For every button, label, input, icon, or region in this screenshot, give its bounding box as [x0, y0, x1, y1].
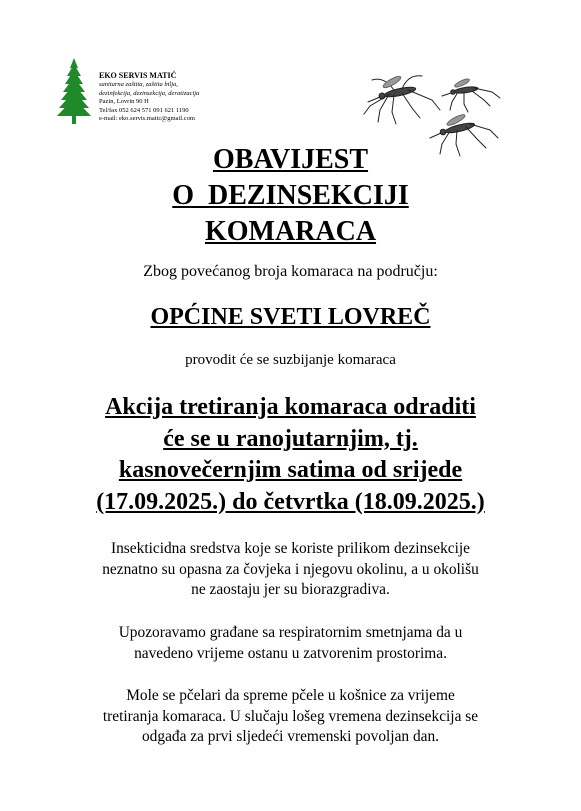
services-line-1: sanitarna zaštita, zaštita bilja, [99, 81, 178, 88]
pine-tree-icon [57, 58, 91, 126]
paragraph-line: neznatno su opasna za čovjeka i njegovu okolinu, a u okolišu [102, 560, 479, 578]
action-line-2: će se u ranojutarnjim, tj. [163, 425, 418, 452]
intro-text: Zbog povećanog broja komaraca na području: [143, 263, 438, 280]
title-line-3: KOMARACA [204, 216, 377, 247]
action-line-4: (17.09.2025.) do četvrtka (18.09.2025.) [96, 488, 485, 515]
paragraph-line: ne zaostaju jer su biorazgradiva. [191, 581, 390, 598]
subtitle-text: provodit će se suzbijanje komaraca [185, 352, 396, 368]
company-address: Pazin, Lovrin 90 H [99, 98, 149, 106]
warning-paragraph [0, 623, 581, 664]
action-notice [0, 392, 581, 518]
paragraph-line: navedeno vrijeme ostanu u zatvorenim prostorima. [134, 644, 447, 662]
paragraph-line: odgađa za prvi sljedeći vremenski povoljan dan. [141, 728, 440, 745]
services-line-2: dezinfekcija, dezinsekcija, deratizacija [99, 89, 200, 97]
paragraph-line: Upozoravamo građane sa respiratornim smetnjama da u [118, 624, 463, 641]
beekeepers-paragraph [0, 686, 581, 748]
title-line-2: O DEZINSEKCIJI [172, 180, 409, 211]
insecticide-paragraph [0, 539, 581, 601]
action-line-1: Akcija tretiranja komaraca odraditi [105, 394, 476, 420]
paragraph-line: Insekticidna sredstva koje se koriste prilikom dezinsekcije [110, 540, 470, 557]
municipality-name: OPĆINE SVETI LOVREČ [150, 304, 431, 330]
company-email: e-mail: eko.servis.matic@gmail.com [99, 115, 195, 123]
paragraph-line: tretiranja komaraca. U slučaju lošeg vremena dezinsekcija se [102, 707, 479, 725]
letterhead [57, 58, 307, 128]
page-title [0, 142, 581, 250]
paragraph-line: Mole se pčelari da spreme pčele u košnice za vrijeme [126, 687, 455, 704]
action-line-3: kasnovečernjim satima od srijede [118, 457, 463, 483]
company-name: EKO SERVIS MATIĆ [99, 71, 177, 80]
title-line-1: OBAVIJEST [212, 144, 369, 175]
company-phone: Tel/fax 052 624 571 091 621 1190 [99, 106, 189, 114]
company-info [99, 70, 299, 124]
